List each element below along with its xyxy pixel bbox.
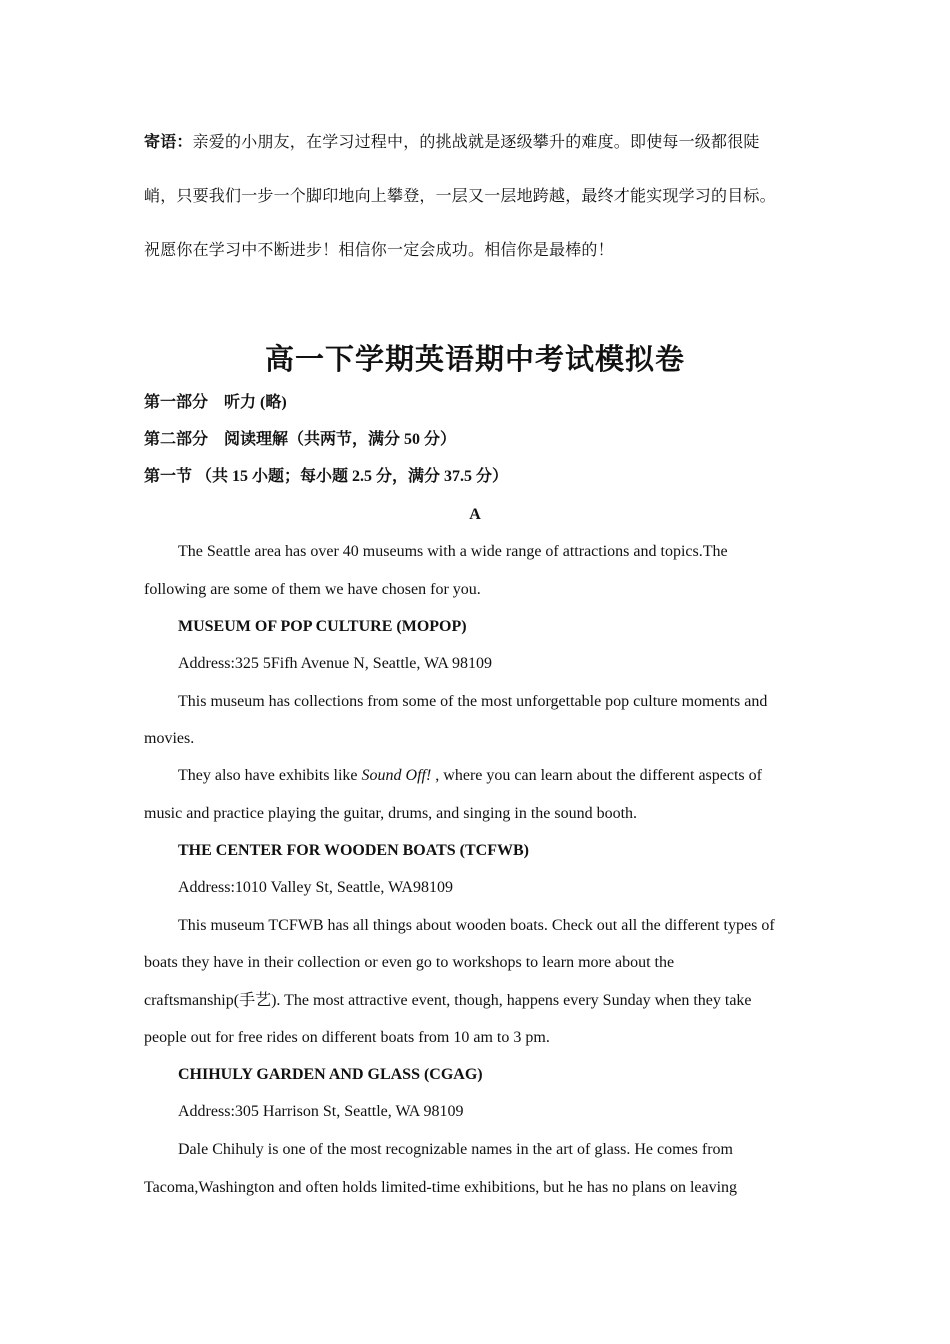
museum-3-name: CHIHULY GARDEN AND GLASS (CGAG) bbox=[178, 1066, 483, 1083]
preface-line-2: 峭，只要我们一步一个脚印地向上攀登，一层又一层地跨越，最终才能实现学习的目标。 bbox=[144, 188, 776, 205]
preface-line-1 bbox=[144, 133, 760, 153]
museum-3-address: Address:305 Harrison St, Seattle, WA 98109 bbox=[178, 1103, 464, 1120]
exhibit-name: Sound Off! bbox=[361, 767, 432, 784]
preface-line-3: 祝愿你在学习中不断进步！相信你一定会成功。相信你是最棒的！ bbox=[144, 242, 614, 259]
part-two-heading: 第二部分 阅读理解（共两节，满分 50 分） bbox=[144, 431, 457, 448]
museum-3-para-line-2: Tacoma,Washington and often holds limited-time exhibitions, but he has no plans on leaving bbox=[144, 1179, 738, 1196]
museum-1-para-1-line-1: This museum has collections from some of the most unforgettable pop culture moments and bbox=[178, 693, 768, 710]
museum-1-para-2-pre: They also have exhibits like bbox=[178, 767, 362, 784]
museum-2-para-line-4: people out for free rides on different boats from 10 am to 3 pm. bbox=[144, 1029, 550, 1046]
section-one-heading: 第一节 （共 15 小题；每小题 2.5 分，满分 37.5 分） bbox=[144, 468, 509, 485]
museum-2-address: Address:1010 Valley St, Seattle, WA98109 bbox=[178, 879, 453, 896]
museum-3-para-line-1: Dale Chihuly is one of the most recognizable names in the art of glass. He comes from bbox=[178, 1141, 733, 1158]
museum-2-para-line-1: This museum TCFWB has all things about wooden boats. Check out all the different types of bbox=[178, 917, 775, 934]
passage-label: A bbox=[469, 506, 481, 523]
preface-text-1: 亲爱的小朋友，在学习过程中，的挑战就是逐级攀升的难度。即使每一级都很陡 bbox=[192, 134, 760, 151]
intro-line-1: The Seattle area has over 40 museums with a wide range of attractions and topics.The bbox=[178, 543, 728, 560]
museum-1-address: Address:325 5Fifh Avenue N, Seattle, WA 98109 bbox=[178, 655, 493, 672]
exam-title: 高一下学期英语期中考试模拟卷 bbox=[264, 342, 685, 376]
preface-lead: 寄语： bbox=[144, 134, 193, 151]
museum-1-para-2-line-2: music and practice playing the guitar, drums, and singing in the sound booth. bbox=[144, 805, 638, 822]
museum-2-name: THE CENTER FOR WOODEN BOATS (TCFWB) bbox=[178, 842, 530, 859]
museum-2-para-line-2: boats they have in their collection or even go to workshops to learn more about the bbox=[144, 954, 675, 971]
museum-1-para-2-post: , where you can learn about the different aspects of bbox=[431, 767, 762, 784]
museum-2-para-line-3: craftsmanship(手艺). The most attractive event, though, happens every Sunday when they take bbox=[144, 992, 752, 1009]
intro-line-2: following are some of them we have chosen for you. bbox=[144, 581, 481, 598]
museum-1-para-2-line-1 bbox=[178, 766, 762, 786]
museum-1-para-1-line-2: movies. bbox=[144, 730, 195, 747]
museum-1-name: MUSEUM OF POP CULTURE (MOPOP) bbox=[178, 618, 467, 635]
part-one-heading: 第一部分 听力 (略) bbox=[144, 394, 287, 411]
